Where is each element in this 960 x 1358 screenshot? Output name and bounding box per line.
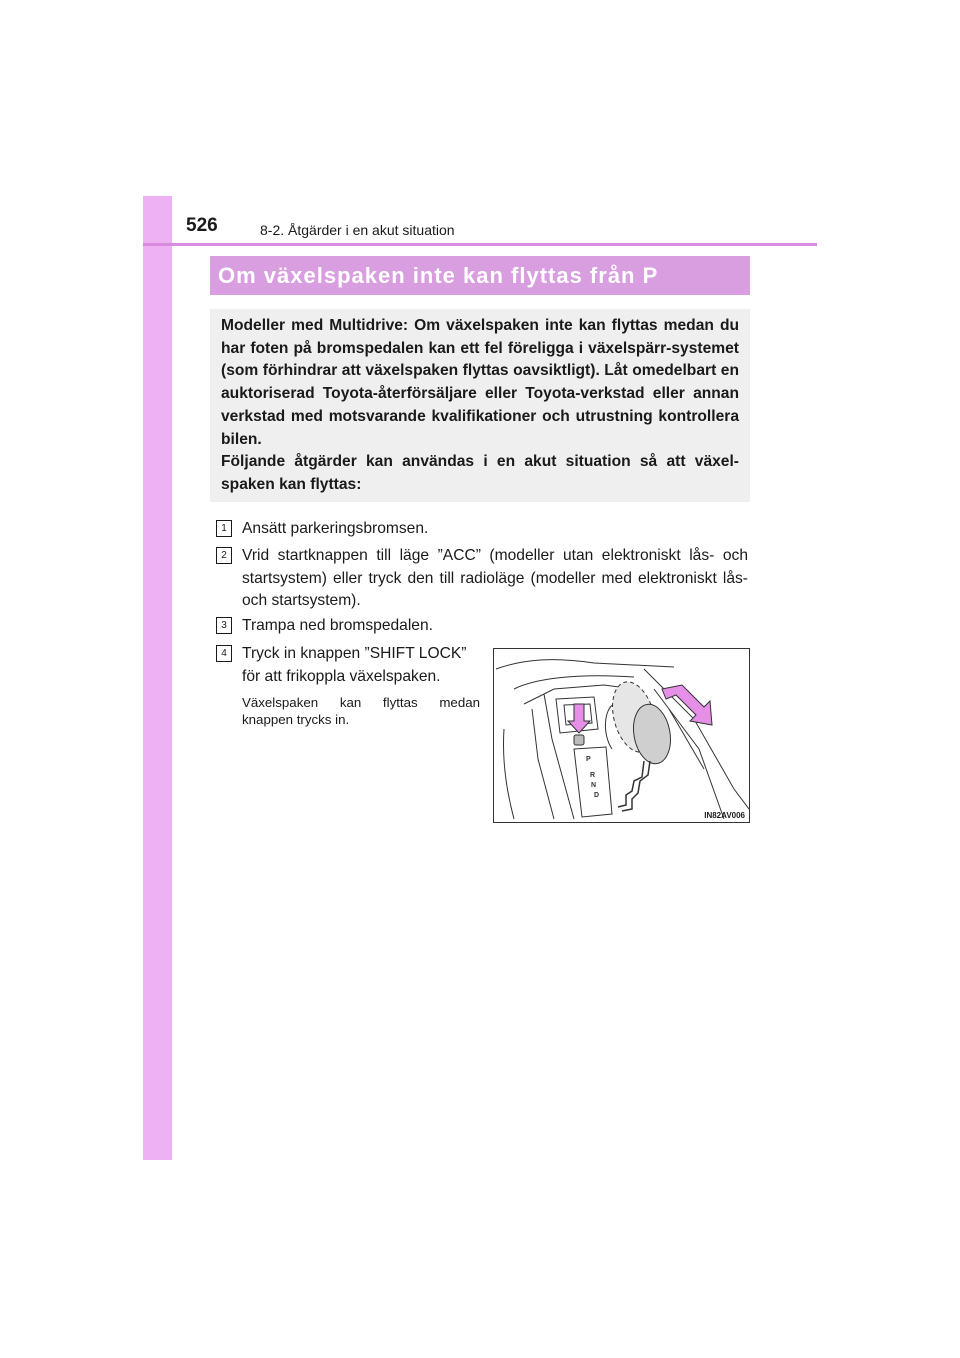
gear-label-d: D: [594, 792, 600, 799]
shift-lock-button: [574, 735, 584, 745]
step-text: Ansätt parkeringsbromsen.: [242, 520, 429, 537]
figure-code: IN82AV006: [704, 811, 745, 820]
step-3: [216, 615, 748, 638]
arrow-diagonal-icon: [662, 685, 712, 725]
step-4: [216, 643, 480, 728]
chapter-side-tab: [143, 196, 172, 1160]
section-title: Om växelspaken inte kan flyttas från P: [210, 256, 750, 295]
gear-label-p: P: [586, 756, 591, 763]
arrow-down-icon: [568, 704, 590, 733]
step-text: Trampa ned bromspedalen.: [242, 617, 433, 634]
step-number: 3: [216, 617, 232, 634]
breadcrumb: 8-2. Åtgärder i en akut situation: [260, 222, 455, 238]
notice-paragraph: Följande åtgärder kan användas i en akut situation så att växel-spaken kan flyttas:: [221, 453, 739, 493]
step-text: Tryck in knappen ”SHIFT LOCK” för att frikoppla växelspaken.: [242, 645, 467, 685]
step-1: [216, 518, 748, 541]
step-2: [216, 545, 748, 613]
gear-label-n: N: [591, 782, 597, 789]
notice-box: [210, 309, 750, 502]
gear-label-r: R: [590, 772, 596, 779]
notice-paragraph: Modeller med Multidrive: Om växelspaken inte kan flyttas medan du har foten på bromspedalen kan ett fel föreligga i växelspärr-systemet (som förhindrar att växelspaken flyttas oavsiktligt). Låt omedelbart en auktoriserad Toyota-återförsäljare eller Toyota-verkstad eller annan verkstad med motsvarande kvalifikationer och utrustning kontrollera bilen.: [221, 317, 739, 448]
header-divider: [143, 243, 817, 246]
step-number: 1: [216, 520, 232, 537]
page-number: 526: [186, 215, 218, 236]
step-note: Växelspaken kan flyttas medan knappen trycks in.: [242, 695, 480, 727]
shift-lock-drawing: [494, 649, 750, 823]
step-number: 2: [216, 547, 232, 564]
shift-lock-illustration: [493, 648, 750, 823]
step-text: Vrid startknappen till läge ”ACC” (modeller utan elektroniskt lås- och startsystem) eller tryck den till radioläge (modeller med elektroniskt lås- och startsystem).: [242, 547, 748, 609]
step-number: 4: [216, 645, 232, 662]
